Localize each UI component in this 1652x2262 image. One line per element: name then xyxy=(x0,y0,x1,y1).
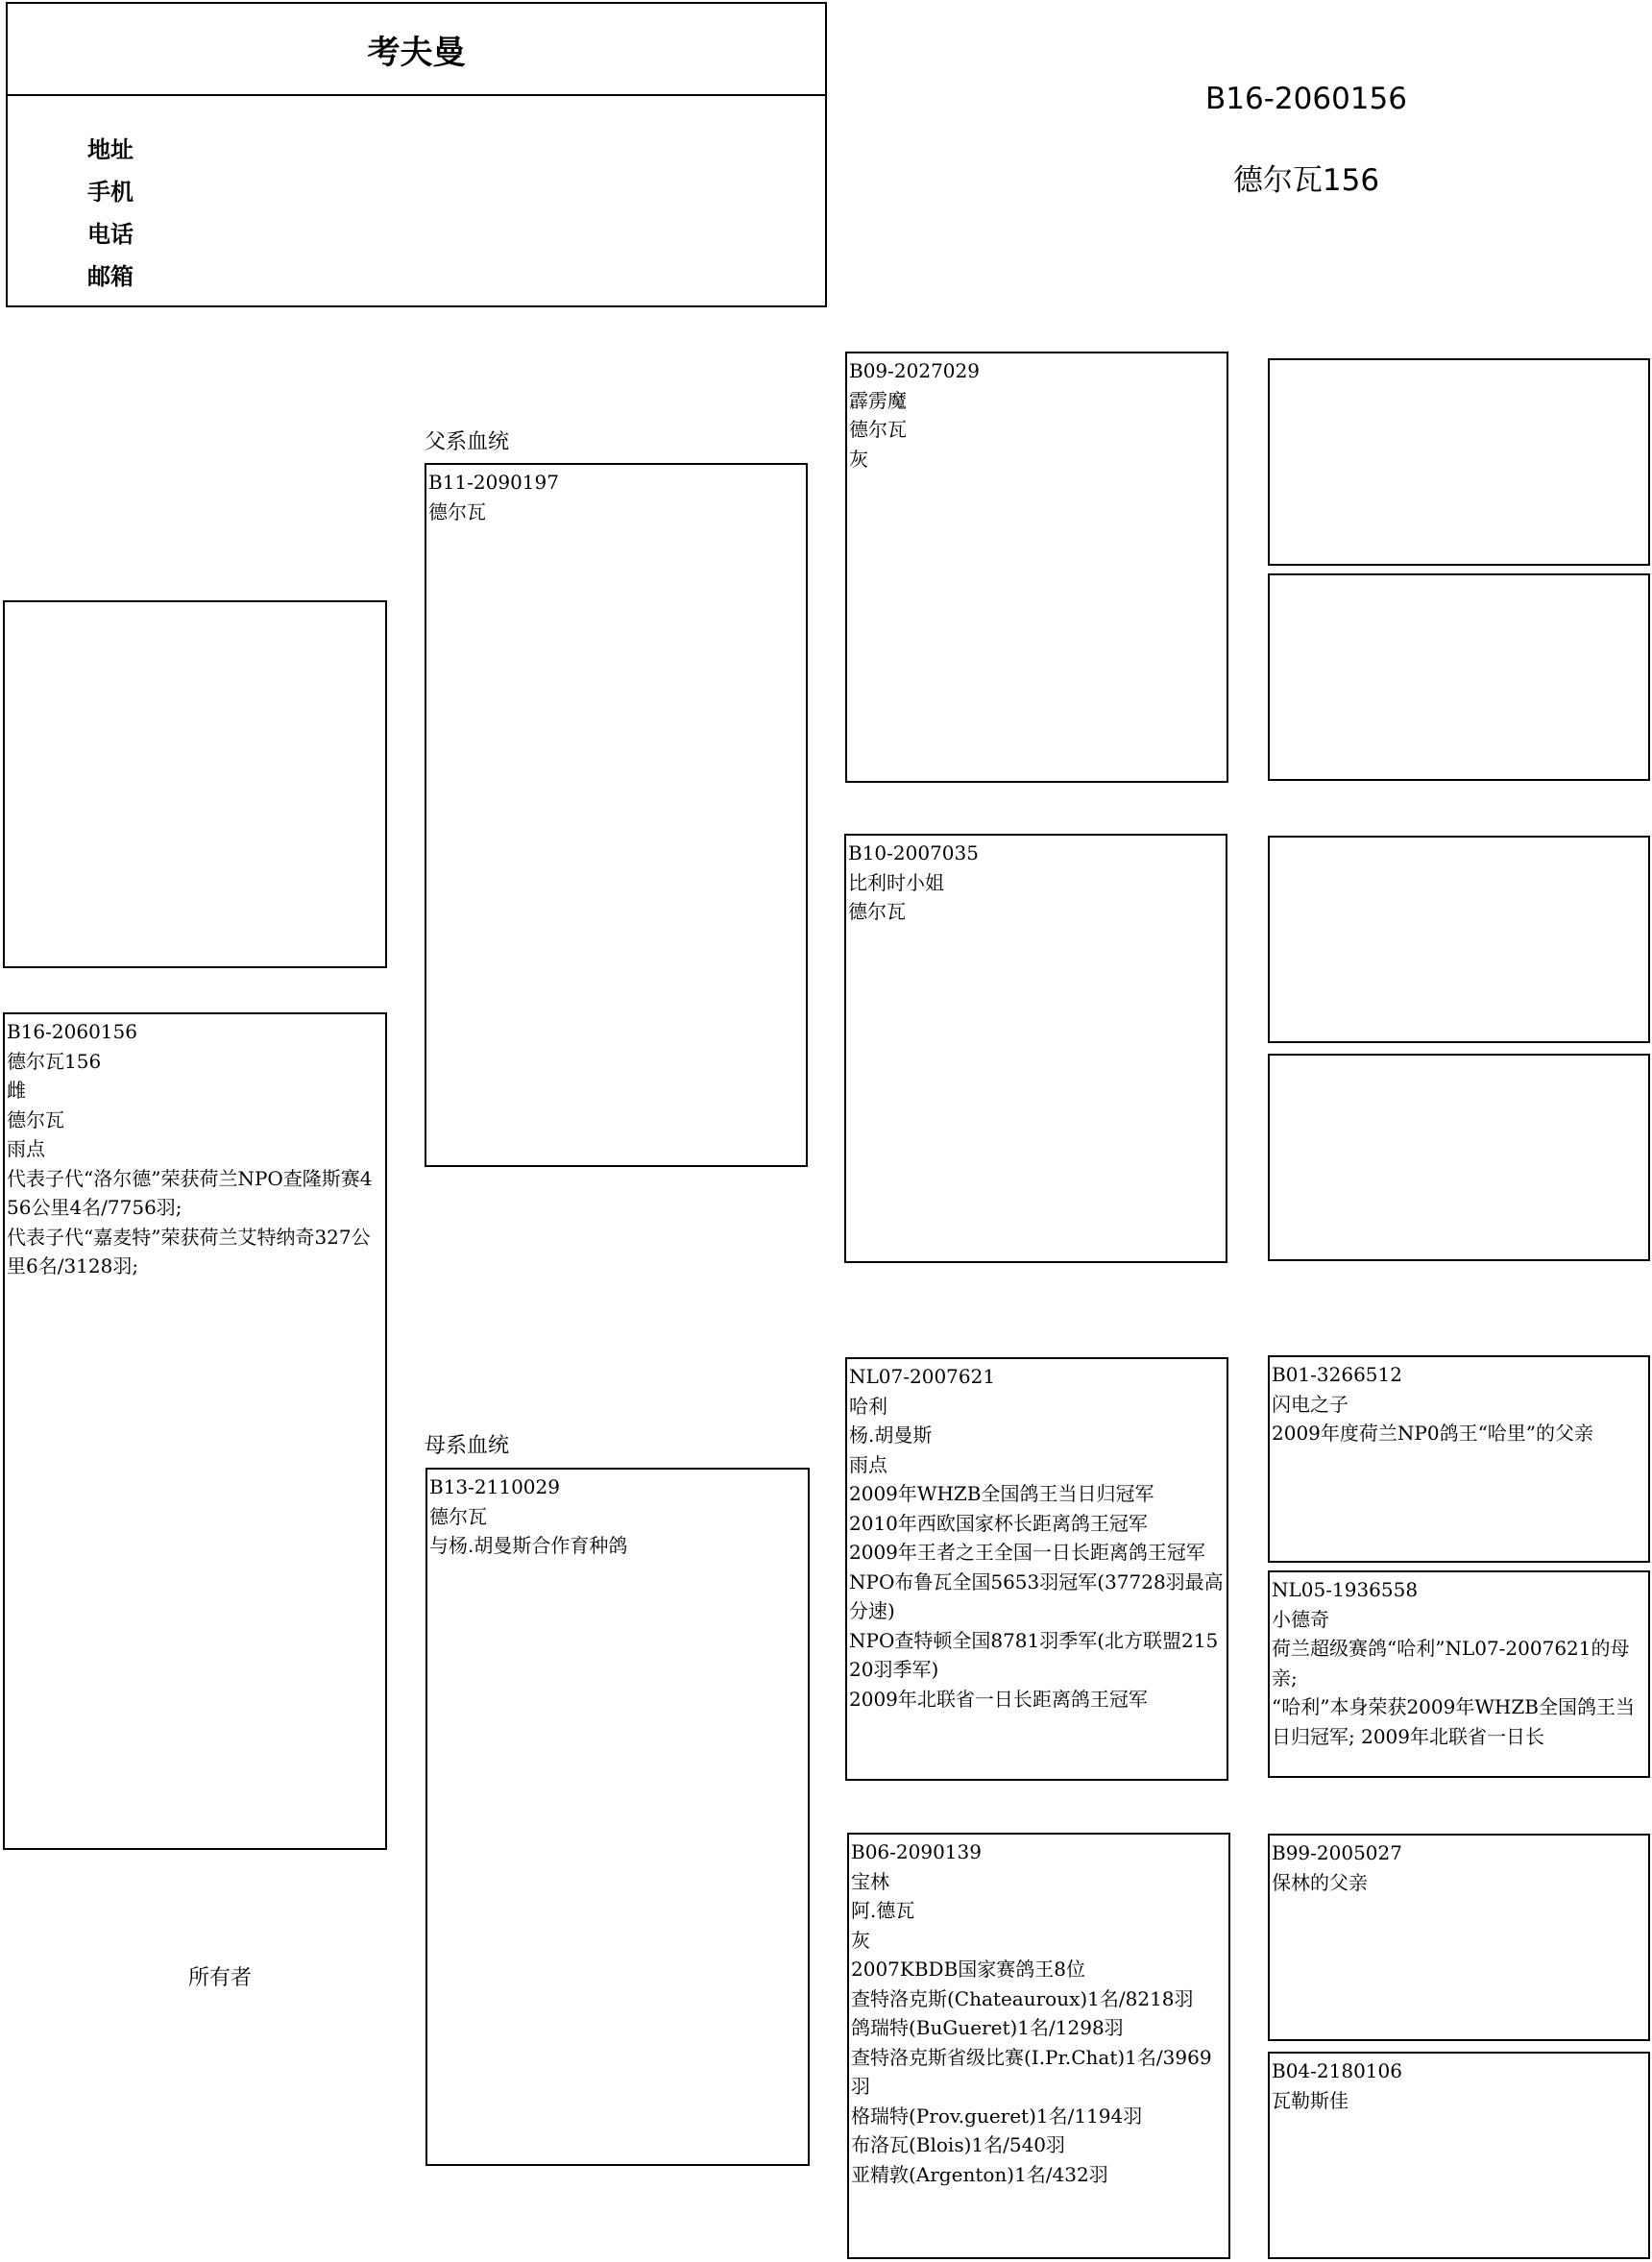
great-grandparent-box-3 xyxy=(1268,836,1650,1043)
grand-sire-dam-line-1: B10-2007035 xyxy=(848,841,979,864)
grand-dam-sire-line-3: 杨.胡曼斯 xyxy=(849,1423,933,1447)
great-grandparent-box-4 xyxy=(1268,1054,1650,1261)
header-ring-number: B16-2060156 xyxy=(1205,82,1407,116)
header-pigeon-name: 德尔瓦156 xyxy=(1232,163,1380,198)
ggp-7-line-1: B99-2005027 xyxy=(1272,1841,1402,1864)
paternal-label: 父系血统 xyxy=(425,430,510,454)
subject-line-3: 雌 xyxy=(7,1079,26,1102)
grand-dam-sire-line-4: 雨点 xyxy=(849,1452,887,1476)
subject-line-1: B16-2060156 xyxy=(7,1020,137,1043)
grand-sire-dam-box xyxy=(844,834,1227,1263)
grand-dam-dam-line-4: 灰 xyxy=(851,1928,870,1952)
grand-sire-sire-line-4: 灰 xyxy=(849,447,868,471)
grand-sire-sire-line-3: 德尔瓦 xyxy=(849,418,907,441)
great-grandparent-box-1 xyxy=(1268,358,1650,566)
grand-dam-dam-line-2: 宝林 xyxy=(851,1869,889,1893)
grand-dam-dam-line-6: 查特洛克斯(Chateauroux)1名/8218羽 xyxy=(851,1986,1194,2010)
grand-dam-dam-line-11: 亚精敦(Argenton)1名/432羽 xyxy=(851,2162,1108,2186)
sire-box xyxy=(425,463,808,1167)
grand-sire-sire-line-1: B09-2027029 xyxy=(849,359,980,382)
great-grandparent-box-6 xyxy=(1268,1570,1650,1778)
grand-dam-sire-line-1: NL07-2007621 xyxy=(849,1365,996,1388)
grand-sire-sire-box xyxy=(845,352,1228,783)
dam-line-3: 与杨.胡曼斯合作育种鸽 xyxy=(429,1534,628,1557)
contact-email-label: 邮箱 xyxy=(87,263,134,290)
great-grandparent-box-2 xyxy=(1268,573,1650,781)
grand-dam-dam-line-8: 查特洛克斯省级比赛(I.Pr.Chat)1名/3969羽 xyxy=(851,2045,1212,2098)
dam-line-2: 德尔瓦 xyxy=(429,1504,487,1528)
photo-box xyxy=(3,600,387,968)
owner-label: 所有者 xyxy=(188,1966,253,1990)
grand-dam-dam-box xyxy=(847,1833,1230,2259)
grand-dam-sire-line-7: 2009年王者之王全国一日长距离鸽王冠军 xyxy=(849,1541,1205,1564)
subject-line-5: 雨点 xyxy=(7,1137,45,1160)
grand-sire-dam-line-2: 比利时小姐 xyxy=(848,870,944,894)
grand-sire-sire-line-2: 霹雳魔 xyxy=(849,388,907,412)
contact-list xyxy=(87,129,134,298)
grand-dam-sire-line-8: NPO布鲁瓦全国5653羽冠军(37728羽最高分速) xyxy=(849,1569,1224,1622)
ggp-6-line-3: 荷兰超级赛鸽“哈利”NL07-2007621的母亲; xyxy=(1272,1637,1630,1690)
grand-dam-dam-line-9: 格瑞特(Prov.gueret)1名/1194羽 xyxy=(851,2104,1143,2128)
grand-dam-dam-line-5: 2007KBDB国家赛鸽王8位 xyxy=(851,1958,1085,1981)
grand-dam-dam-line-1: B06-2090139 xyxy=(851,1840,982,1863)
grand-dam-sire-line-10: 2009年北联省一日长距离鸽王冠军 xyxy=(849,1687,1148,1711)
grand-dam-sire-line-5: 2009年WHZB全国鸽王当日归冠军 xyxy=(849,1482,1154,1505)
great-grandparent-box-8 xyxy=(1268,2052,1650,2259)
subject-line-6: 代表子代“洛尔德”荣获荷兰NPO查隆斯赛456公里4名/7756羽; xyxy=(7,1166,373,1219)
contact-address-label: 地址 xyxy=(87,136,134,163)
contact-phone-label: 电话 xyxy=(87,221,134,248)
owner-header-box xyxy=(6,2,827,307)
ggp-5-line-2: 闪电之子 xyxy=(1272,1392,1348,1416)
grand-dam-sire-box xyxy=(845,1357,1228,1781)
grand-dam-dam-line-7: 鸽瑞特(BuGueret)1名/1298羽 xyxy=(851,2016,1124,2039)
subject-pigeon-box xyxy=(3,1012,387,1850)
great-grandparent-box-7 xyxy=(1268,1834,1650,2041)
contact-mobile-label: 手机 xyxy=(87,179,134,206)
grand-dam-sire-line-9: NPO查特顿全国8781羽季军(北方联盟21520羽季军) xyxy=(849,1628,1219,1681)
sire-line-1: B11-2090197 xyxy=(428,471,559,494)
grand-dam-dam-line-10: 布洛瓦(Blois)1名/540羽 xyxy=(851,2133,1066,2156)
subject-line-2: 德尔瓦156 xyxy=(7,1049,102,1073)
grand-dam-sire-line-6: 2010年西欧国家杯长距离鸽王冠军 xyxy=(849,1511,1148,1535)
ggp-6-line-4: “哈利”本身荣获2009年WHZB全国鸽王当日归冠军; 2009年北联省一日长 xyxy=(1272,1695,1635,1748)
ggp-6-line-2: 小德奇 xyxy=(1272,1607,1329,1631)
subject-line-7: 代表子代“嘉麦特”荣获荷兰艾特纳奇327公里6名/3128羽; xyxy=(7,1225,371,1277)
ggp-8-line-1: B04-2180106 xyxy=(1272,2059,1402,2082)
great-grandparent-box-5 xyxy=(1268,1355,1650,1563)
grand-dam-dam-line-3: 阿.德瓦 xyxy=(851,1899,915,1922)
dam-box xyxy=(425,1468,810,2166)
maternal-label: 母系血统 xyxy=(425,1434,510,1458)
owner-title: 考夫曼 xyxy=(8,4,825,96)
grand-sire-dam-line-3: 德尔瓦 xyxy=(848,900,906,923)
subject-line-4: 德尔瓦 xyxy=(7,1107,64,1131)
ggp-6-line-1: NL05-1936558 xyxy=(1272,1578,1419,1601)
ggp-7-line-2: 保林的父亲 xyxy=(1272,1870,1368,1894)
dam-line-1: B13-2110029 xyxy=(429,1475,560,1498)
sire-line-2: 德尔瓦 xyxy=(428,499,486,523)
ggp-5-line-3: 2009年度荷兰NP0鸽王“哈里”的父亲 xyxy=(1272,1422,1594,1445)
grand-dam-sire-line-2: 哈利 xyxy=(849,1394,887,1418)
ggp-8-line-2: 瓦勒斯佳 xyxy=(1272,2088,1348,2112)
ggp-5-line-1: B01-3266512 xyxy=(1272,1363,1402,1386)
